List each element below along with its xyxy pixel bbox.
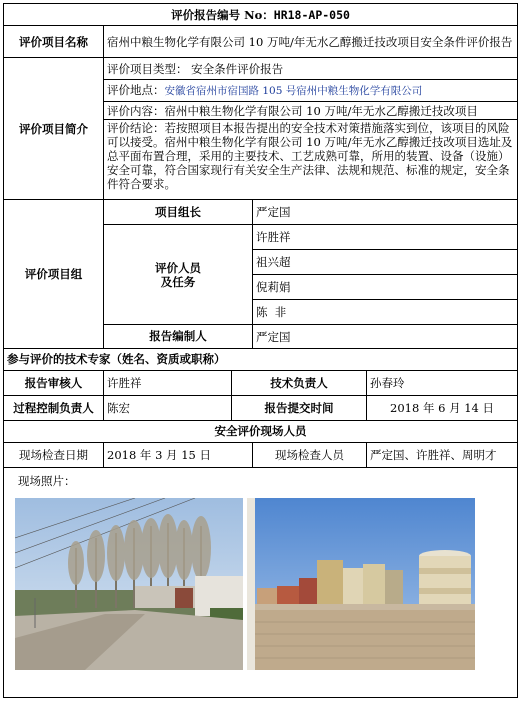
site-date-value: 2018 年 3 月 15 日 <box>104 442 253 467</box>
report-number: HR18-AP-050 <box>273 7 350 22</box>
members-label <box>104 225 253 325</box>
member-item: 倪莉娟 <box>253 275 518 300</box>
leader-value: 严定国 <box>253 200 518 225</box>
tech-lead-label: 技术负责人 <box>232 370 367 395</box>
project-intro-label: 评价项目简介 <box>4 58 104 200</box>
project-conclusion: 评价结论：若按照项目本报告提出的安全技术对策措施落实到位，该项目的风险可以接受。宿州中粮生物化学有限公司 10 万吨/年无水乙醇搬迁技改项目选址及总平面布置合理，采用的主要技术、工艺成熟可靠，所用的装置、设备（设施）安全可靠，符合国家现行有关安全生产法律、法规和规范、标准的规定，安全条件符合要求。 <box>104 120 518 200</box>
site-date-label: 现场检查日期 <box>4 442 104 467</box>
compiler-label: 报告编制人 <box>104 325 253 349</box>
compiler-value: 严定国 <box>253 326 518 348</box>
location-value: 安徽省宿州市宿国路 105 号宿州中粮生物化学有限公司 <box>164 85 423 97</box>
road-photo-image <box>15 498 243 670</box>
report-number-header <box>4 4 518 26</box>
site-people-value: 严定国、许胜祥、周明才 <box>367 442 518 467</box>
reviewer-label: 报告审核人 <box>4 370 104 395</box>
member-item: 许胜祥 <box>253 225 518 250</box>
site-photo-road <box>15 498 243 670</box>
report-form <box>3 3 518 698</box>
location-label: 评价地点： <box>107 83 165 97</box>
member-item: 祖兴超 <box>253 250 518 275</box>
project-name-value: 宿州中粮生物化学有限公司 10 万吨/年无水乙醇搬迁技改项目安全条件评价报告 <box>104 26 518 58</box>
submit-time-label: 报告提交时间 <box>232 395 367 420</box>
tech-lead-value: 孙春玲 <box>367 370 518 395</box>
team-label: 评价项目组 <box>4 200 104 349</box>
site-people-label: 现场检查人员 <box>253 442 367 467</box>
report-number-prefix: 评价报告编号 No： <box>171 7 274 22</box>
experts-label: 参与评价的技术专家（姓名、资质或职称） <box>4 348 518 370</box>
project-type: 评价项目类型： 安全条件评价报告 <box>104 58 518 80</box>
member-item: 陈 非 <box>253 300 518 325</box>
photos-cell <box>4 467 518 697</box>
process-control-label: 过程控制负责人 <box>4 395 104 420</box>
project-name-label: 评价项目名称 <box>4 26 104 58</box>
leader-label: 项目组长 <box>104 200 253 225</box>
site-section-title: 安全评价现场人员 <box>4 420 518 442</box>
photos-label: 现场照片： <box>18 473 76 488</box>
reviewer-value: 许胜祥 <box>104 370 232 395</box>
members-label-line2: 及任务 <box>160 274 196 289</box>
site-photo-tanks <box>247 498 475 670</box>
tanks-photo-image <box>247 498 475 670</box>
members-label-line1: 评价人员 <box>155 260 201 275</box>
submit-time-value: 2018 年 6 月 14 日 <box>367 395 518 420</box>
project-content: 评价内容：宿州中粮生物化学有限公司 10 万吨/年无水乙醇搬迁技改项目 <box>104 102 518 120</box>
project-location <box>104 80 518 102</box>
process-control-value: 陈宏 <box>104 395 232 420</box>
